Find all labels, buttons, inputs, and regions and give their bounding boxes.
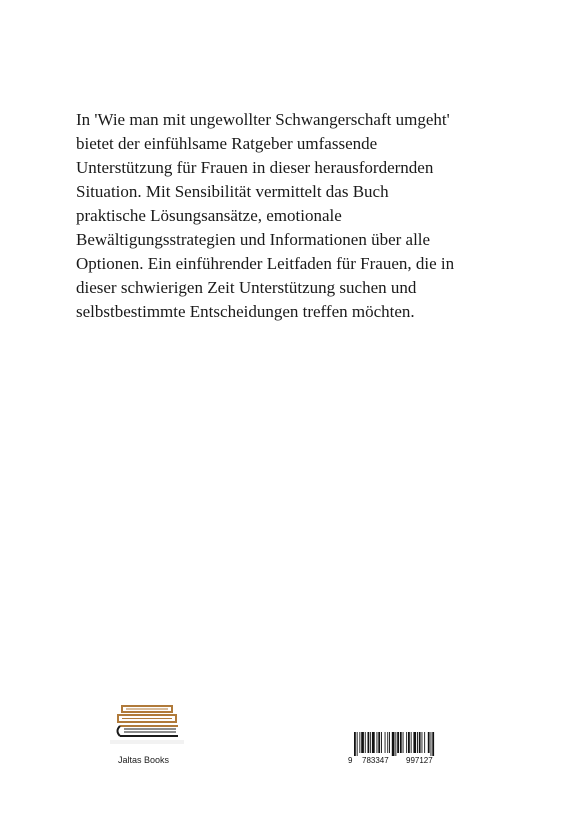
barcode-bar: [387, 732, 388, 753]
barcode-digit-prefix: 9: [348, 756, 353, 765]
barcode-bar: [395, 732, 396, 756]
barcode-bar: [422, 732, 423, 753]
barcode-bar: [365, 732, 366, 753]
publisher-name: Jaltas Books: [118, 755, 170, 765]
barcode-bar: [389, 732, 390, 753]
barcode-bar: [413, 732, 416, 753]
blurb-line: Situation. Mit Sensibilität vermittelt das Buch: [76, 182, 389, 201]
barcode-bar: [419, 732, 421, 753]
barcode-bar: [403, 732, 404, 753]
barcode-digit-left-group: 783347: [362, 756, 389, 765]
blurb-line: dieser schwierigen Zeit Unterstützung suchen und: [76, 278, 417, 297]
barcode-bar: [377, 732, 378, 753]
barcode-bar: [368, 732, 370, 753]
barcode-bar: [406, 732, 407, 753]
blurb-line: praktische Lösungsansätze, emotionale: [76, 206, 342, 225]
blurb-line: Unterstützung für Frauen in dieser herausfordernden: [76, 158, 434, 177]
barcode-digit-right-group: 997127: [406, 756, 433, 765]
barcode-bar: [408, 732, 410, 753]
barcode-digits: [348, 756, 452, 768]
barcode-bar: [431, 732, 432, 756]
blurb-line: selbstbestimmte Entscheidungen treffen möchten.: [76, 302, 415, 321]
barcode-bar: [400, 732, 402, 753]
blurb-line: bietet der einfühlsame Ratgeber umfassende: [76, 134, 378, 153]
barcode-bar: [378, 732, 380, 753]
isbn-barcode: [348, 732, 452, 768]
blurb-line: Bewältigungsstrategien und Informationen über alle: [76, 230, 431, 249]
blurb-line: Optionen. Ein einführender Leitfaden für Frauen, die in: [76, 254, 455, 273]
barcode-bar: [359, 732, 360, 753]
barcode-bar: [428, 732, 430, 753]
barcode-bar: [424, 732, 425, 753]
blurb-line: In 'Wie man mit ungewollter Schwangerschaft umgeht': [76, 110, 450, 129]
barcode-bar: [432, 732, 434, 756]
barcode-bar: [354, 732, 356, 756]
barcode-bar: [417, 732, 418, 753]
barcode-icon: [348, 732, 452, 756]
barcode-bar: [357, 732, 358, 756]
barcode-bar: [397, 732, 399, 753]
barcode-bar: [361, 732, 364, 753]
back-cover-blurb: [76, 108, 516, 324]
publisher-logo: [106, 700, 186, 765]
stacked-books-icon: [106, 700, 186, 746]
barcode-bar: [372, 732, 375, 753]
barcode-bar: [385, 732, 386, 753]
barcode-bar: [370, 732, 371, 753]
barcode-bar: [392, 732, 395, 756]
barcode-bar: [381, 732, 382, 753]
barcode-bar: [411, 732, 412, 753]
